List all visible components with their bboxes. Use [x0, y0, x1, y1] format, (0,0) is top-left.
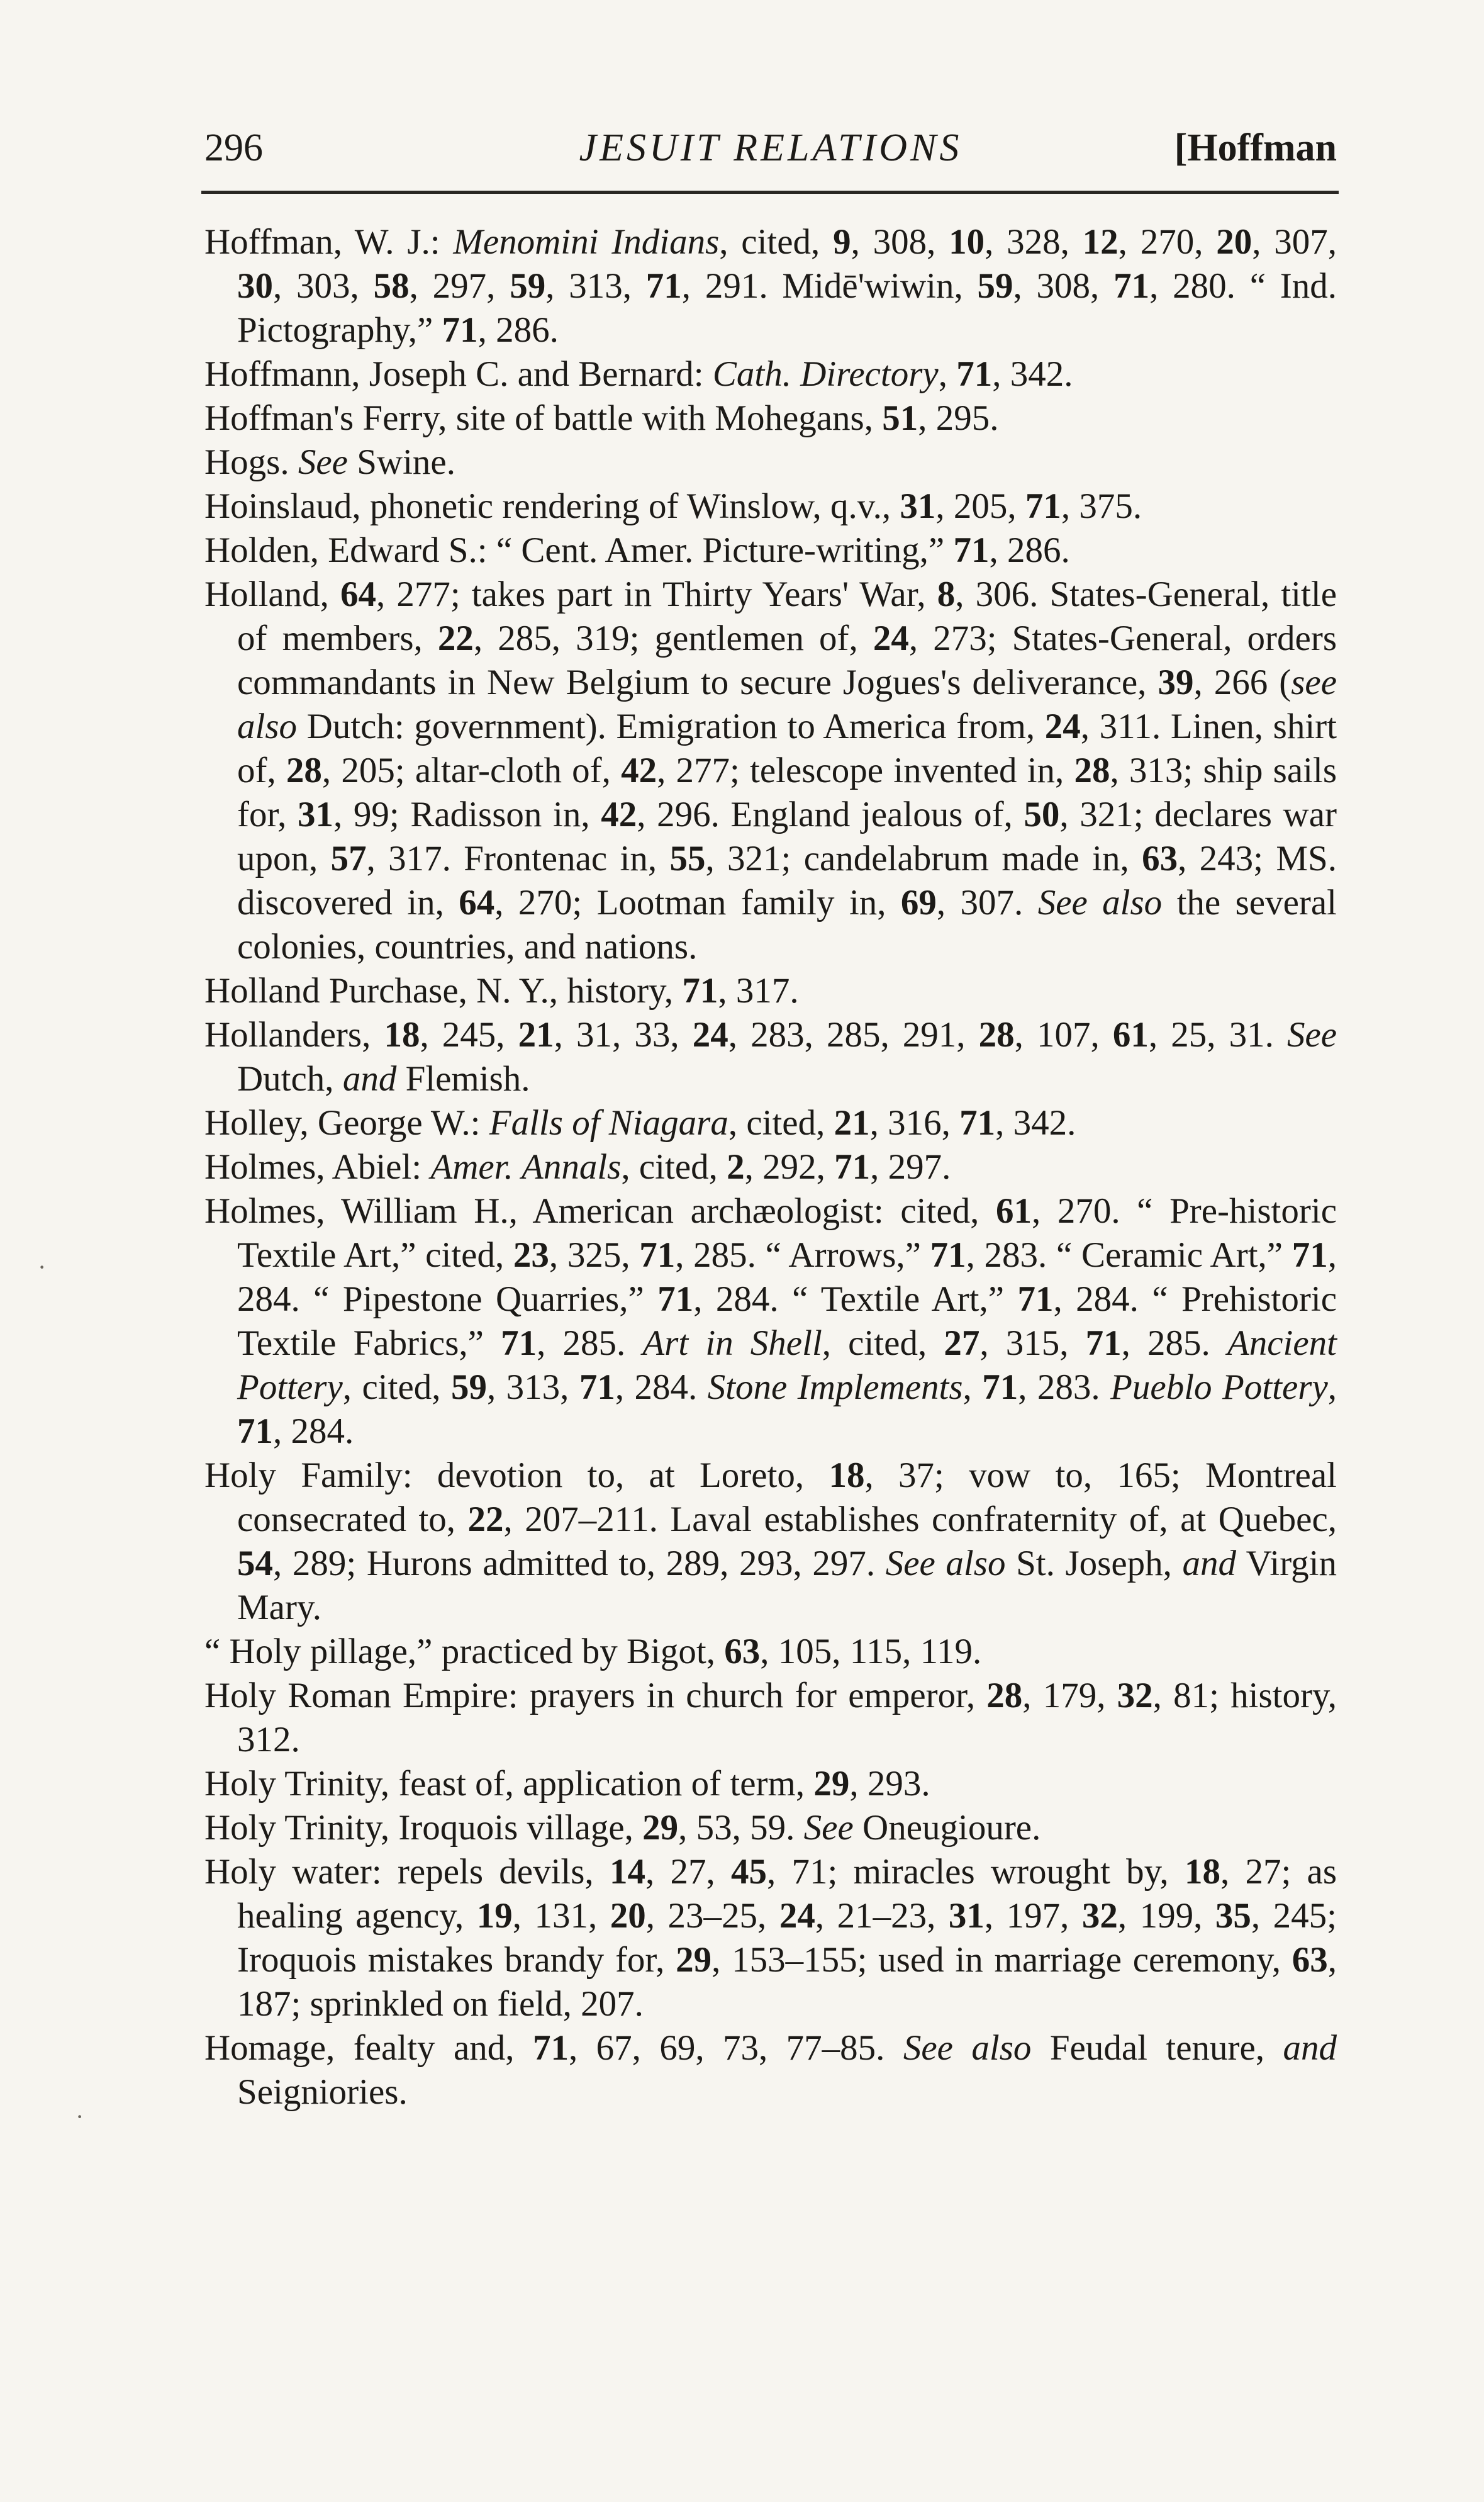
index-entry — [204, 1674, 1337, 1762]
entry-text: , 99; Radisson in, — [333, 795, 601, 834]
volume-number: 54 — [237, 1544, 273, 1583]
entry-text: , 81; history, 312. — [237, 1676, 1337, 1759]
volume-number: 69 — [900, 883, 937, 923]
margin-smudge: · — [38, 1253, 47, 1281]
volume-number: 18 — [1184, 1852, 1220, 1892]
volume-number: 50 — [1024, 795, 1060, 834]
margin-smudge: · — [75, 2102, 84, 2131]
entry-text: Seigniories. — [237, 2072, 408, 2112]
entry-text: , 315, — [979, 1323, 1086, 1363]
index-entry — [204, 1189, 1337, 1454]
volume-number: 32 — [1117, 1676, 1153, 1715]
volume-number: 71 — [237, 1411, 273, 1451]
volume-number: 18 — [828, 1456, 865, 1495]
volume-number: 24 — [779, 1896, 815, 1936]
volume-number: 29 — [676, 1940, 712, 1980]
entry-text: Flemish. — [396, 1059, 530, 1099]
entry-text: , 71; miracles wrought by, — [766, 1852, 1185, 1892]
entry-text: , cited, — [342, 1367, 451, 1407]
volume-number: 71 — [442, 310, 478, 350]
volume-number: 58 — [373, 266, 410, 306]
index-entry — [204, 440, 1337, 485]
entry-text: , 285. — [1121, 1323, 1227, 1363]
entry-text: Holy Family: devotion to, at Loreto, — [204, 1456, 829, 1495]
volume-number: 30 — [237, 266, 273, 306]
entry-text: , 307. — [936, 883, 1038, 923]
entry-text: , 21–23, — [815, 1896, 949, 1936]
entry-text: , 297, — [409, 266, 510, 306]
entry-text: Hollanders, — [204, 1015, 384, 1055]
entry-text: , 321; candelabrum made in, — [705, 839, 1142, 878]
entry-text: , 187; sprinkled on field, 207. — [237, 1940, 1337, 2024]
volume-number: 31 — [900, 486, 936, 526]
entry-text: , 197, — [984, 1896, 1082, 1936]
volume-number: 71 — [532, 2028, 569, 2068]
italic-text: See — [1286, 1015, 1337, 1055]
index-entries — [204, 220, 1337, 2114]
entry-text: , 243; MS. discovered in, — [237, 839, 1337, 923]
entry-text: , cited, — [621, 1147, 727, 1187]
volume-number: 71 — [682, 971, 718, 1011]
italic-text: and — [1283, 2028, 1337, 2068]
italic-text: Amer. Annals — [430, 1147, 622, 1187]
running-title: JESUIT RELATIONS — [579, 126, 962, 169]
entry-text: , 313; ship sails for, — [237, 751, 1337, 834]
volume-number: 8 — [937, 575, 956, 614]
entry-text: , 131, — [512, 1896, 610, 1936]
entry-text: , 285. — [537, 1323, 643, 1363]
entry-text: , 245, — [420, 1015, 518, 1055]
page-header — [204, 126, 1337, 182]
index-entry — [204, 396, 1337, 440]
entry-text: , 284. “ Textile Art,” — [693, 1279, 1018, 1319]
entry-text: Hogs. — [204, 442, 298, 482]
entry-text: , 375. — [1061, 486, 1142, 526]
entry-text: Feudal tenure, — [1031, 2028, 1283, 2068]
volume-number: 24 — [692, 1015, 728, 1055]
entry-text: Holy Trinity, Iroquois village, — [204, 1808, 643, 1848]
entry-text: , 37; vow to, 165; Montreal consecrated to, — [237, 1456, 1337, 1539]
entry-text: , 284. “ Pipestone Quarries,” — [237, 1235, 1337, 1319]
volume-number: 29 — [642, 1808, 679, 1848]
volume-number: 12 — [1082, 222, 1119, 262]
entry-text: , 105, 115, 119. — [760, 1632, 982, 1671]
volume-number: 63 — [1292, 1940, 1328, 1980]
entry-text: , 325, — [549, 1235, 640, 1275]
entry-text: , 107, — [1014, 1015, 1113, 1055]
volume-number: 31 — [298, 795, 334, 834]
volume-number: 28 — [986, 1676, 1023, 1715]
index-entry — [204, 1850, 1337, 2026]
index-entry — [204, 485, 1337, 529]
volume-number: 71 — [1292, 1235, 1328, 1275]
index-entry — [204, 1013, 1337, 1101]
volume-number: 63 — [724, 1632, 761, 1671]
volume-number: 18 — [384, 1015, 420, 1055]
entry-text: Hoffman's Ferry, site of battle with Mohegans, — [204, 398, 883, 438]
volume-number: 71 — [982, 1367, 1018, 1407]
index-entry — [204, 1454, 1337, 1630]
page-number: 296 — [204, 126, 263, 169]
volume-number: 24 — [1044, 707, 1081, 746]
entry-text: , 342. — [995, 1103, 1076, 1143]
italic-text: See also — [1037, 883, 1163, 923]
italic-text: and — [1182, 1544, 1237, 1583]
section-marker: [Hoffman — [1174, 126, 1337, 169]
entry-text: Homage, fealty and, — [204, 2028, 533, 2068]
volume-number: 59 — [450, 1367, 487, 1407]
italic-text: Cath. Directory — [712, 354, 939, 394]
entry-text: , — [1327, 1367, 1337, 1407]
entry-text: “ Holy pillage,” practiced by Bigot, — [204, 1632, 725, 1671]
entry-text: , 53, 59. — [678, 1808, 804, 1848]
entry-text: , 313, — [545, 266, 646, 306]
entry-text: , 286. — [477, 310, 559, 350]
entry-text: Holley, George W.: — [204, 1103, 489, 1143]
entry-text: , 306. States-General, title of members, — [237, 575, 1337, 658]
entry-text: Holmes, William H., American archæologist: cited, — [204, 1191, 996, 1231]
entry-text: , cited, — [822, 1323, 944, 1363]
entry-text: , 321; declares war upon, — [237, 795, 1337, 878]
volume-number: 71 — [1017, 1279, 1054, 1319]
entry-text: Hoinslaud, phonetic rendering of Winslow, q.v., — [204, 486, 900, 526]
volume-number: 22 — [467, 1500, 504, 1539]
volume-number: 63 — [1142, 839, 1178, 878]
volume-number: 71 — [834, 1147, 871, 1187]
volume-number: 55 — [669, 839, 706, 878]
entry-text: , cited, — [728, 1103, 834, 1143]
volume-number: 71 — [579, 1367, 615, 1407]
entry-text: Virgin Mary. — [237, 1544, 1337, 1627]
volume-number: 29 — [813, 1764, 850, 1804]
entry-text: , 307, — [1252, 222, 1337, 262]
entry-text: , 67, 69, 73, 77–85. — [568, 2028, 903, 2068]
volume-number: 31 — [948, 1896, 985, 1936]
entry-text: , 205, — [935, 486, 1025, 526]
entry-text: Swine. — [347, 442, 455, 482]
entry-text: , 283. — [1018, 1367, 1111, 1407]
italic-text: See also — [885, 1544, 1006, 1583]
entry-text: , 297. — [870, 1147, 951, 1187]
italic-text: Stone Implements — [707, 1367, 963, 1407]
index-entry — [204, 1762, 1337, 1806]
entry-text: Holmes, Abiel: — [204, 1147, 431, 1187]
italic-text: Pueblo Pottery — [1110, 1367, 1328, 1407]
entry-text: , 207–211. Laval establishes confraternity of, at Quebec, — [503, 1500, 1337, 1539]
volume-number: 20 — [1216, 222, 1252, 262]
entry-text: the several colonies, countries, and nations. — [237, 883, 1337, 967]
entry-text: , 308, — [1013, 266, 1114, 306]
volume-number: 51 — [882, 398, 918, 438]
entry-text: , 317. Frontenac in, — [366, 839, 670, 878]
entry-text: , 273; States-General, orders commandants in New Belgium to secure Jogues's deliverance, — [237, 619, 1337, 702]
entry-text: Holy water: repels devils, — [204, 1852, 610, 1892]
index-entry — [204, 2026, 1337, 2114]
entry-text: , 292, — [744, 1147, 835, 1187]
volume-number: 19 — [476, 1896, 513, 1936]
volume-number: 71 — [657, 1279, 694, 1319]
entry-text: , 285. “ Arrows,” — [675, 1235, 930, 1275]
entry-text: , — [962, 1367, 983, 1407]
volume-number: 71 — [953, 530, 990, 570]
entry-text: Holland Purchase, N. Y., history, — [204, 971, 683, 1011]
entry-text: , 285, 319; gentlemen of, — [473, 619, 873, 658]
index-entry — [204, 969, 1337, 1013]
volume-number: 42 — [601, 795, 637, 834]
volume-number: 28 — [286, 751, 322, 790]
entry-text: , 199, — [1117, 1896, 1215, 1936]
volume-number: 21 — [834, 1103, 870, 1143]
entry-text: , 277; telescope invented in, — [657, 751, 1074, 790]
entry-text: , cited, — [719, 222, 834, 262]
volume-number: 2 — [727, 1147, 745, 1187]
italic-text: Ancient Pottery — [237, 1323, 1337, 1407]
entry-text: , 283. “ Ceramic Art,” — [966, 1235, 1292, 1275]
entry-text: Dutch, — [237, 1059, 343, 1099]
entry-text: , 317. — [718, 971, 799, 1011]
volume-number: 20 — [610, 1896, 646, 1936]
entry-text: Hoffmann, Joseph C. and Bernard: — [204, 354, 713, 394]
italic-text: and — [342, 1059, 397, 1099]
volume-number: 57 — [330, 839, 367, 878]
volume-number: 59 — [977, 266, 1013, 306]
volume-number: 71 — [501, 1323, 537, 1363]
italic-text: Art in Shell — [642, 1323, 822, 1363]
entry-text: St. Joseph, — [1005, 1544, 1183, 1583]
entry-text: , 284. — [273, 1411, 354, 1451]
entry-text: , 280. “ Ind. Pictography,” — [237, 266, 1337, 350]
italic-text: Menomini Indians — [453, 222, 720, 262]
entry-text: , 291. Midē'wiwin, — [681, 266, 978, 306]
italic-text: Falls of Niagara — [489, 1103, 728, 1143]
volume-number: 71 — [1113, 266, 1150, 306]
volume-number: 71 — [1025, 486, 1061, 526]
entry-text: , 303, — [273, 266, 374, 306]
index-entry — [204, 352, 1337, 396]
volume-number: 61 — [995, 1191, 1032, 1231]
entry-text: , 296. England jealous of, — [637, 795, 1024, 834]
entry-text: , 31, 33, — [554, 1015, 693, 1055]
index-entry — [204, 1806, 1337, 1850]
entry-text: , 289; Hurons admitted to, 289, 293, 297. — [273, 1544, 886, 1583]
entry-text: , 25, 31. — [1148, 1015, 1287, 1055]
entry-text: , 270; Lootman family in, — [494, 883, 901, 923]
entry-text: , 293. — [849, 1764, 930, 1804]
volume-number: 64 — [459, 883, 495, 923]
index-entry — [204, 1101, 1337, 1145]
italic-text: see also — [237, 663, 1337, 746]
index-entry — [204, 529, 1337, 573]
volume-number: 9 — [833, 222, 851, 262]
entry-text: Dutch: government). Emigration to America from, — [297, 707, 1045, 746]
volume-number: 45 — [730, 1852, 767, 1892]
header-rule — [201, 191, 1339, 194]
entry-text: Holy Trinity, feast of, application of term, — [204, 1764, 814, 1804]
italic-text: See — [298, 442, 348, 482]
entry-text: , 308, — [851, 222, 949, 262]
entry-text: , 313, — [486, 1367, 579, 1407]
index-entry — [204, 573, 1337, 969]
entry-text: , 266 ( — [1193, 663, 1292, 702]
entry-text: , 316, — [869, 1103, 960, 1143]
entry-text: , 284. — [615, 1367, 708, 1407]
italic-text: See — [803, 1808, 854, 1848]
entry-text: Holden, Edward S.: “ Cent. Amer. Picture-writing,” — [204, 530, 954, 570]
entry-text: , 153–155; used in marriage ceremony, — [711, 1940, 1292, 1980]
entry-text: , 284. “ Prehistoric Textile Fabrics,” — [237, 1279, 1337, 1363]
volume-number: 21 — [518, 1015, 554, 1055]
entry-text: Holy Roman Empire: prayers in church for emperor, — [204, 1676, 987, 1715]
entry-text: , 205; altar-cloth of, — [321, 751, 622, 790]
volume-number: 71 — [930, 1235, 966, 1275]
italic-text: See also — [903, 2028, 1032, 2068]
entry-text: , 23–25, — [645, 1896, 779, 1936]
volume-number: 71 — [1085, 1323, 1122, 1363]
entry-text: , 342. — [992, 354, 1073, 394]
volume-number: 28 — [1074, 751, 1110, 790]
volume-number: 71 — [639, 1235, 676, 1275]
entry-text: , 27, — [645, 1852, 731, 1892]
volume-number: 59 — [510, 266, 546, 306]
index-entry — [204, 220, 1337, 352]
volume-number: 24 — [873, 619, 909, 658]
volume-number: 39 — [1158, 663, 1194, 702]
volume-number: 61 — [1112, 1015, 1149, 1055]
index-entry — [204, 1145, 1337, 1189]
entry-text: , 311. Linen, shirt of, — [237, 707, 1337, 790]
volume-number: 32 — [1081, 1896, 1118, 1936]
index-entry — [204, 1630, 1337, 1674]
entry-text: , 283, 285, 291, — [728, 1015, 979, 1055]
entry-text: , 179, — [1022, 1676, 1117, 1715]
volume-number: 27 — [944, 1323, 980, 1363]
entry-text: , 295. — [918, 398, 999, 438]
volume-number: 22 — [437, 619, 474, 658]
volume-number: 10 — [949, 222, 985, 262]
volume-number: 14 — [609, 1852, 645, 1892]
entry-text: Oneugioure. — [853, 1808, 1041, 1848]
entry-text: , 270. “ Pre-historic Textile Art,” cited, — [237, 1191, 1337, 1275]
volume-number: 28 — [978, 1015, 1015, 1055]
entry-text: , 270, — [1118, 222, 1217, 262]
entry-text: , — [938, 354, 957, 394]
entry-text: , 286. — [989, 530, 1070, 570]
entry-text: Holland, — [204, 575, 340, 614]
volume-number: 71 — [959, 1103, 996, 1143]
volume-number: 35 — [1215, 1896, 1251, 1936]
volume-number: 42 — [621, 751, 657, 790]
volume-number: 64 — [340, 575, 376, 614]
entry-text: , 277; takes part in Thirty Years' War, — [376, 575, 937, 614]
entry-text: , 27; as healing agency, — [237, 1852, 1337, 1936]
volume-number: 71 — [956, 354, 993, 394]
volume-number: 23 — [513, 1235, 549, 1275]
entry-text: Hoffman, W. J.: — [204, 222, 454, 262]
volume-number: 71 — [645, 266, 682, 306]
entry-text: , 245; Iroquois mistakes brandy for, — [237, 1896, 1337, 1980]
entry-text: , 328, — [985, 222, 1083, 262]
